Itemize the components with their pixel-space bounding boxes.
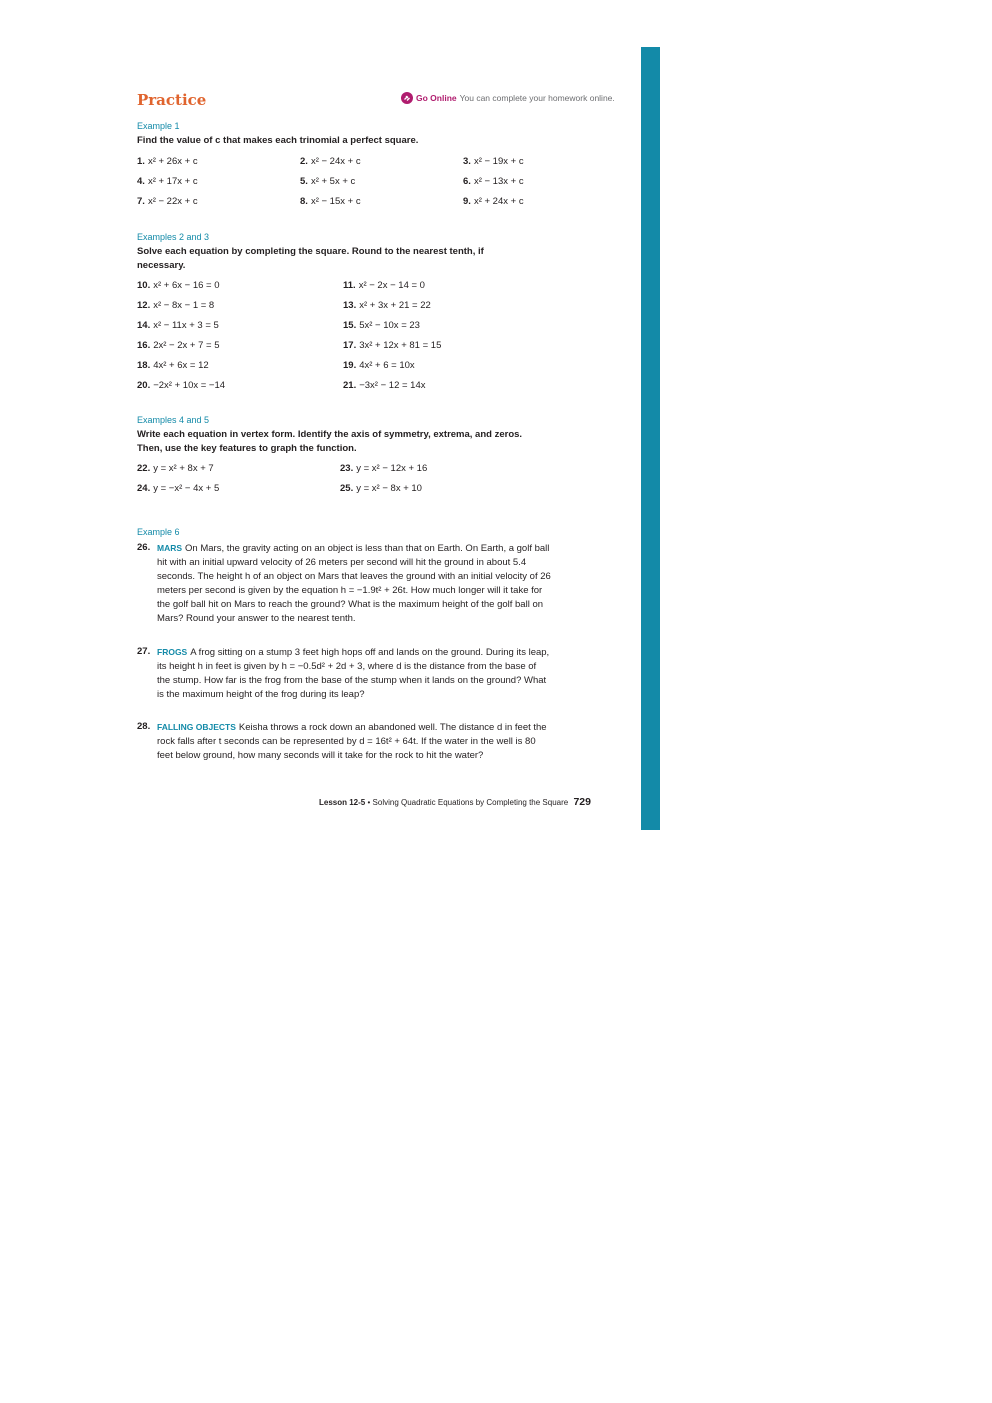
exercise: 3. x² − 19x + c bbox=[463, 156, 524, 167]
exercise: 6. x² − 13x + c bbox=[463, 176, 524, 187]
exercise: 19. 4x² + 6 = 10x bbox=[343, 360, 415, 371]
problem-text: Keisha throws a rock down an abandoned well. The distance d in feet the rock falls after t seconds can be represented by d = 16t² + 64t. If the water in the well is 80 feet below ground, how many seconds will it take for the rock to hit the water? bbox=[157, 722, 547, 761]
page-footer bbox=[319, 796, 591, 808]
section-instruction: Find the value of c that makes each trinomial a perfect square. bbox=[137, 135, 419, 146]
exercise: 10. x² + 6x − 16 = 0 bbox=[137, 280, 220, 291]
problem-text: On Mars, the gravity acting on an object is less than that on Earth. On Earth, a golf ball hit with an initial upward velocity of 26 meters per second will hit the ground in about 5.4 seconds. The height h of an object on Mars that leaves the ground with an initial velocity of 26 meters per second is given by the equation h = −1.9t² + 26t. How much longer will it take for the golf ball hit on Mars to reach the ground? What is the maximum height of the golf ball on Mars? Round your answer to the nearest tenth. bbox=[157, 543, 551, 624]
exercise: 13. x² + 3x + 21 = 22 bbox=[343, 300, 431, 311]
page-title: Practice bbox=[137, 91, 207, 109]
exercise: 15. 5x² − 10x = 23 bbox=[343, 320, 420, 331]
word-problem bbox=[137, 720, 552, 763]
go-online-text: You can complete your homework online. bbox=[459, 93, 615, 103]
exercise: 25. y = x² − 8x + 10 bbox=[340, 483, 422, 494]
exercise: 18. 4x² + 6x = 12 bbox=[137, 360, 209, 371]
footer-bullet: • bbox=[367, 798, 371, 807]
exercise: 5. x² + 5x + c bbox=[300, 176, 356, 187]
exercise: 21. −3x² − 12 = 14x bbox=[343, 380, 426, 391]
exercise: 9. x² + 24x + c bbox=[463, 196, 524, 207]
exercise: 14. x² − 11x + 3 = 5 bbox=[137, 320, 219, 331]
section-instruction: Write each equation in vertex form. Identify the axis of symmetry, extrema, and zeros. Then, use the key features to graph the function. bbox=[137, 429, 523, 454]
problem-number: 27. bbox=[137, 646, 151, 657]
go-online-banner[interactable] bbox=[401, 92, 615, 104]
exercise: 4. x² + 17x + c bbox=[137, 176, 198, 187]
section-instruction: Solve each equation by completing the square. Round to the nearest tenth, if necessary. bbox=[137, 246, 484, 271]
problem-tag: FROGS bbox=[157, 647, 188, 657]
lesson-number: Lesson 12-5 bbox=[319, 798, 366, 807]
exercise: 20. −2x² + 10x = −14 bbox=[137, 380, 226, 391]
problem-number: 28. bbox=[137, 721, 151, 732]
word-problem bbox=[137, 541, 552, 626]
problem-tag: MARS bbox=[157, 543, 183, 553]
problem-text: A frog sitting on a stump 3 feet high hops off and lands on the ground. During its leap, its height h in feet is given by h = −0.5d² + 2d + 3, where d is the distance from the base of the stump. How far is the frog from the base of the stump when it lands on the ground? What is the maximum height of the frog during its leap? bbox=[157, 647, 550, 700]
exercise: 2. x² − 24x + c bbox=[300, 156, 361, 167]
section-label: Example 6 bbox=[137, 527, 180, 537]
chapter-color-band bbox=[641, 47, 660, 830]
section-label: Example 1 bbox=[137, 121, 180, 131]
page-number: 729 bbox=[573, 796, 591, 808]
go-online-label[interactable]: Go Online bbox=[416, 93, 457, 103]
exercise: 22. y = x² + 8x + 7 bbox=[137, 463, 214, 474]
exercise: 8. x² − 15x + c bbox=[300, 196, 361, 207]
exercise: 16. 2x² − 2x + 7 = 5 bbox=[137, 340, 220, 351]
exercise: 1. x² + 26x + c bbox=[137, 156, 198, 167]
word-problem bbox=[137, 645, 552, 702]
go-online-icon bbox=[401, 92, 413, 104]
exercise: 7. x² − 22x + c bbox=[137, 196, 198, 207]
exercise: 23. y = x² − 12x + 16 bbox=[340, 463, 428, 474]
exercise: 17. 3x² + 12x + 81 = 15 bbox=[343, 340, 442, 351]
lesson-title: Solving Quadratic Equations by Completing the Square bbox=[372, 798, 569, 807]
problem-tag: FALLING OBJECTS bbox=[157, 722, 236, 732]
exercise: 24. y = −x² − 4x + 5 bbox=[137, 483, 220, 494]
exercise: 11. x² − 2x − 14 = 0 bbox=[343, 280, 425, 291]
problem-number: 26. bbox=[137, 542, 151, 553]
section-label: Examples 2 and 3 bbox=[137, 232, 210, 242]
exercise: 12. x² − 8x − 1 = 8 bbox=[137, 300, 215, 311]
section-label: Examples 4 and 5 bbox=[137, 415, 210, 425]
